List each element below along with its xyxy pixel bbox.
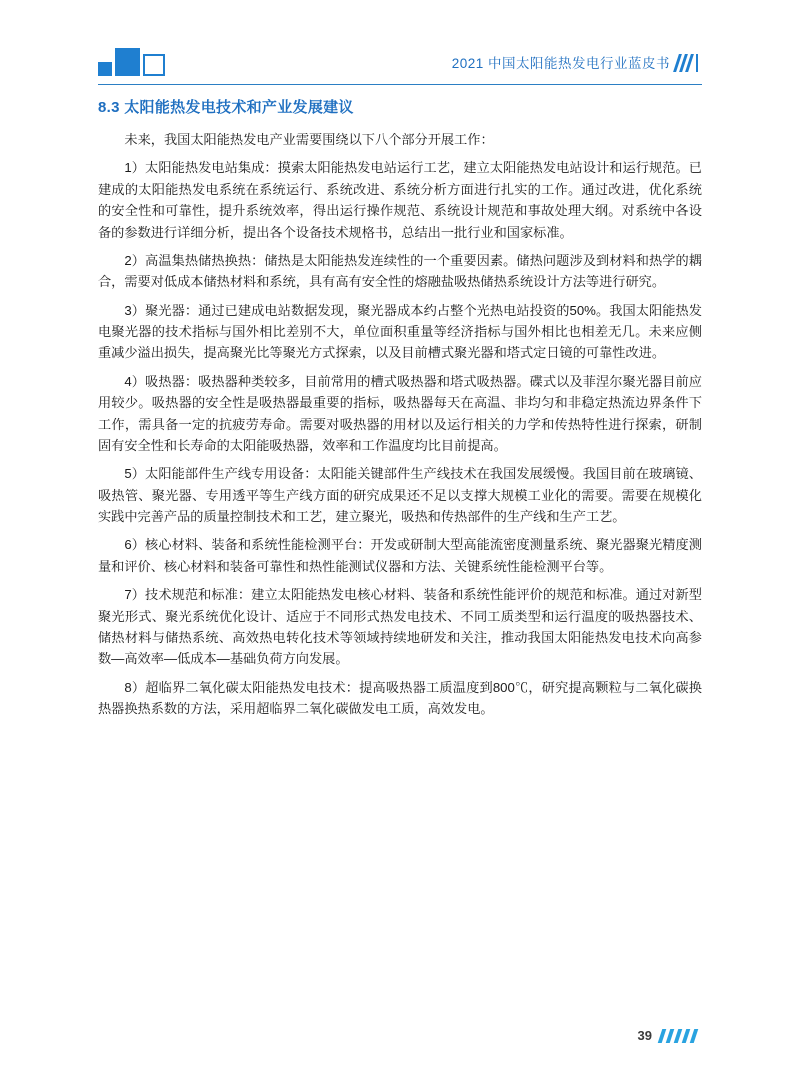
page-footer [638,1028,702,1043]
logo-square-outline [143,54,165,76]
page-header [0,0,800,90]
paragraph-item-4: 4）吸热器：吸热器种类较多，目前常用的槽式吸热器和塔式吸热器。碟式以及菲涅尔聚光器目前应用较少。吸热器的安全性是吸热器最重要的指标，吸热器每天在高温、非均匀和非稳定热流边界条件下工作，需具备一定的抗疲劳寿命。需要对吸热器的用材以及运行相关的力学和传热特性进行探索，研制固有安全性和长寿命的太阳能吸热器，效率和工作温度均比目前提高。 [98,373,702,453]
page-number: 39 [637,1028,652,1043]
logo-square-small [98,62,112,76]
paragraph-item-1: 1）太阳能热发电站集成：摸索太阳能热发电站运行工艺，建立太阳能热发电站设计和运行规范。已建成的太阳能热发电系统在系统运行、系统改进、系统分析方面进行扎实的工作。通过改进，优化系统的安全性和可靠性，提升系统效率，得出运行操作规范、系统设计规范和事故处理大纲。对系统中各设备的参数进行详细分析，提出各个设备技术规格书，总结出一批行业和国家标准。 [98,160,702,240]
slanted-bars-icon [658,1029,702,1043]
header-title: 2021 中国太阳能热发电行业蓝皮书 [451,56,670,71]
paragraph-item-5: 5）太阳能部件生产线专用设备：太阳能关键部件生产线技术在我国发展缓慢。我国目前在玻璃镜、吸热管、聚光器、专用透平等生产线方面的研究成果还不足以支撑大规模工业化的需要。需要在规模化实践中完善产品的质量控制技术和工艺，建立聚光，吸热和传热部件的生产线和生产工艺。 [98,466,702,524]
company-logo-icon [98,48,170,78]
document-content [98,96,702,726]
bar-5 [690,1029,699,1043]
logo-square-large [115,48,140,76]
bar-4 [682,1029,691,1043]
bar-2 [666,1029,675,1043]
paragraph-item-2: 2）高温集热储热换热：储热是太阳能热发连续性的一个重要因素。储热问题涉及到材料和热学的耦合，需要对低成本储热材料和系统，具有高有安全性的熔融盐吸热储热系统设计方法等进行研究。 [98,252,702,290]
paragraph-intro: 未来，我国太阳能热发电产业需要围绕以下八个部分开展工作： [124,132,494,147]
paragraph-item-7: 7）技术规范和标准：建立太阳能热发电核心材料、装备和系统性能评价的规范和标准。通过对新型聚光形式、聚光系统优化设计、适应于不同形式热发电技术、不同工质类型和运行温度的吸热器技术、储热材料与储热系统、高效热电转化技术等领域持续地研发和关注，推动我国太阳能热发电技术向高参数—高效率—低成本—基础负荷方向发展。 [98,587,702,667]
bar-1 [658,1029,667,1043]
bar-4 [696,54,698,72]
bar-3 [674,1029,683,1043]
slanted-bars-icon [676,54,702,72]
paragraph-item-8: 8）超临界二氧化碳太阳能热发电技术：提高吸热器工质温度到800℃，研究提高颗粒与二氧化碳换热器换热系数的方法，采用超临界二氧化碳做发电工质，高效发电。 [98,679,702,716]
section-heading: 8.3 太阳能热发电技术和产业发展建议 [98,99,354,116]
paragraph-item-6: 6）核心材料、装备和系统性能检测平台：开发或研制大型高能流密度测量系统、聚光器聚光精度测量和评价、核心材料和装备可靠性和热性能测试仪器和方法、关键系统性能检测平台等。 [98,537,702,574]
paragraph-item-3: 3）聚光器：通过已建成电站数据发现，聚光器成本约占整个光热电站投资的50%。我国太阳能热发电聚光器的技术指标与国外相比差别不大，单位面积重量等经济指标与国外相比也相差无几。未来应侧重减少溢出损失，提高聚光比等聚光方式探索，以及目前槽式聚光器和塔式定日镜的可靠性改进。 [98,302,702,361]
header-divider [98,84,702,85]
